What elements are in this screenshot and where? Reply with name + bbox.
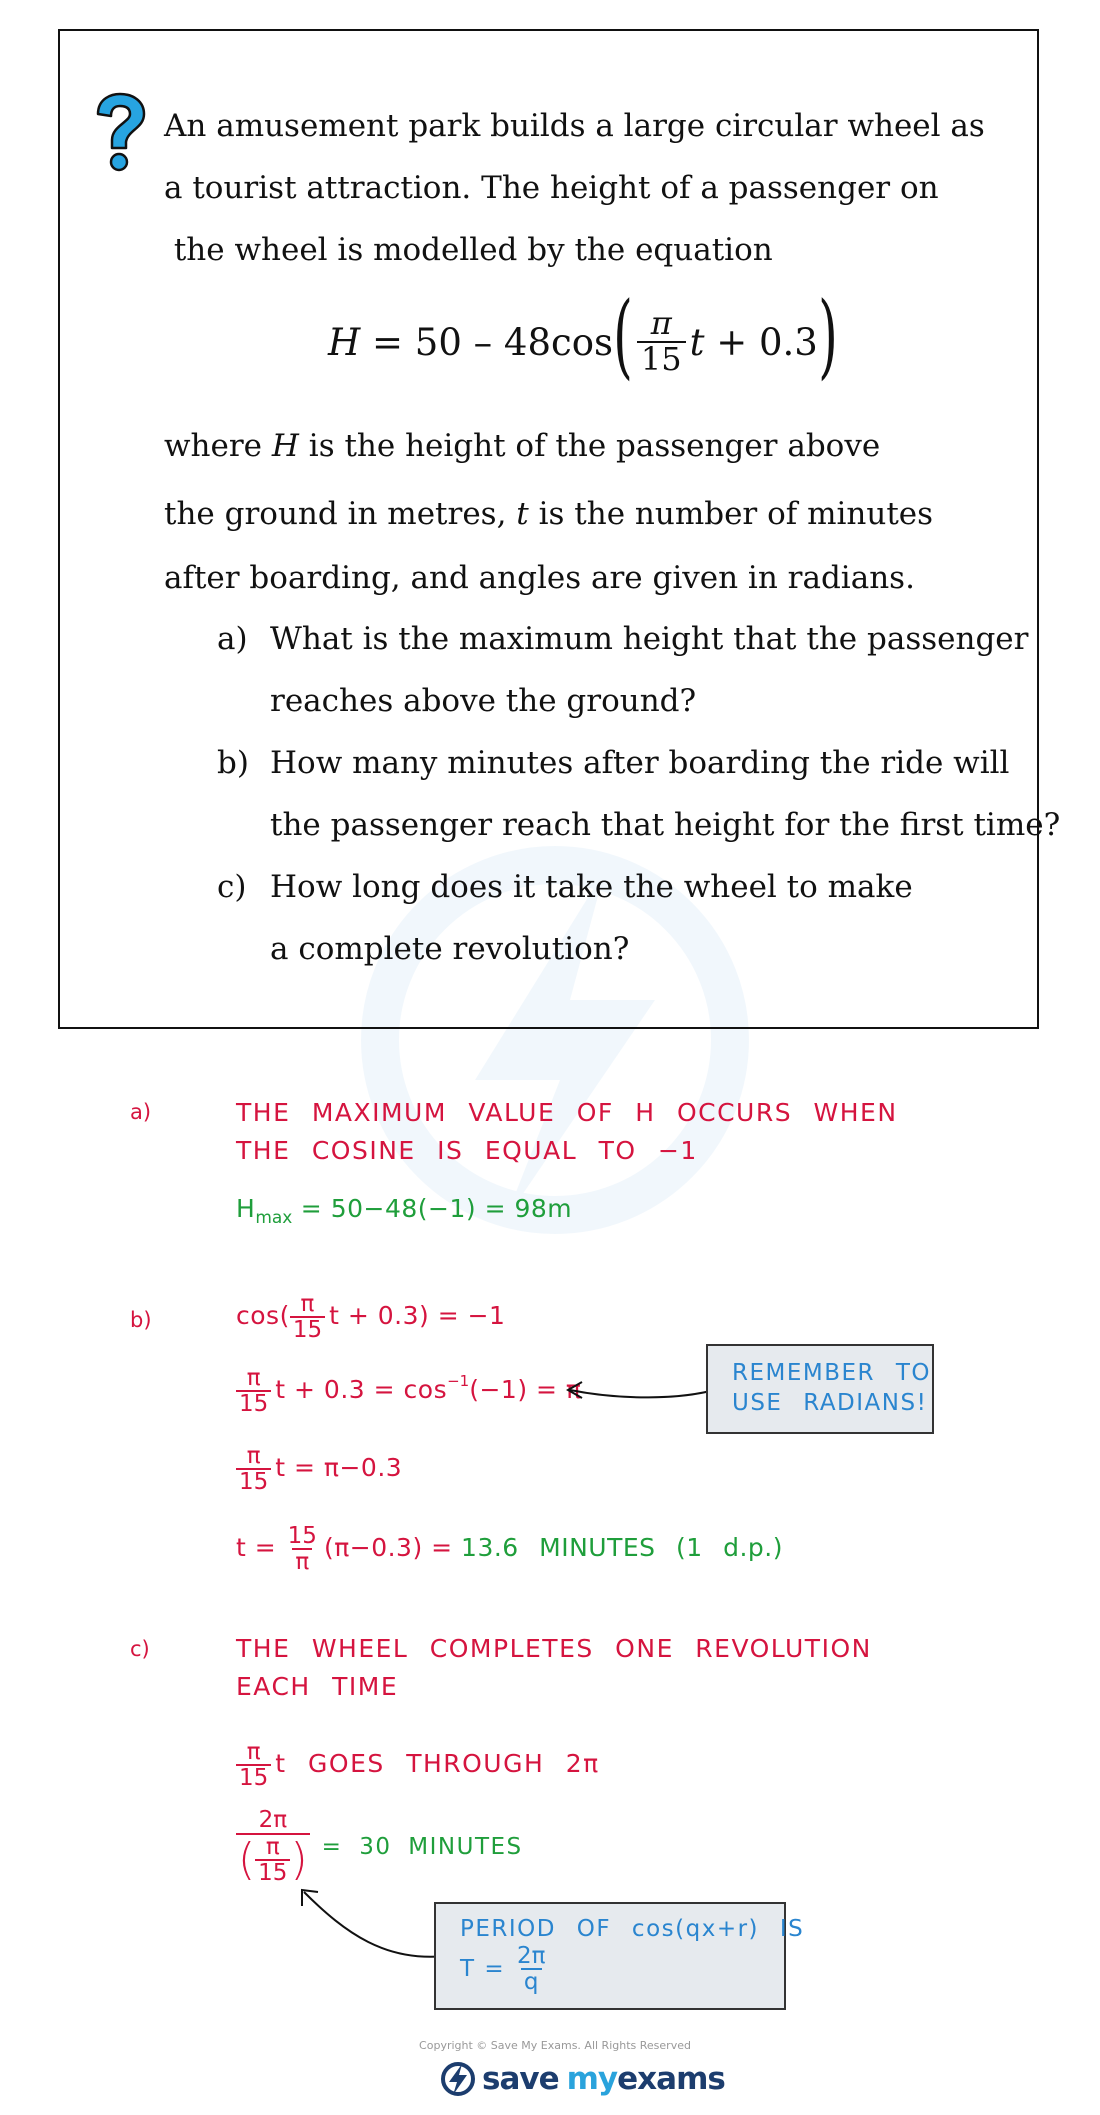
brand-name: save myexams — [482, 2061, 725, 2097]
part-question-line: What is the maximum height that the passenger — [270, 621, 1029, 657]
solution-c-result: = 30 MINUTES — [321, 1833, 523, 1860]
question-intro-line: the wheel is modelled by the equation — [164, 232, 773, 268]
equation-lhs: H — [328, 320, 361, 364]
solution-a-text: THE MAXIMUM VALUE OF H OCCURS WHEN — [236, 1098, 898, 1127]
question-mark-icon — [90, 92, 148, 174]
equation-constant: + 0.3 — [704, 320, 818, 364]
solution-a-hmax: $H_{max} = 50-48(-1) = 98m$ — [236, 1194, 573, 1228]
question-intro-line: An amusement park builds a large circular wheel as — [164, 108, 985, 144]
part-label: c) — [217, 869, 247, 905]
part-question-line: reaches above the ground? — [270, 683, 697, 719]
solution-b-line3: $\frac{\pi}{15}$ t = π−0.3 — [236, 1444, 402, 1494]
period-formula-note: PERIOD OF cos(qx+r) IS T = $\frac{2\pi}{q}$ — [434, 1902, 786, 2010]
period-denominator: ( π 15 ) — [238, 1834, 308, 1887]
part-question-line: the passenger reach that height for the first time? — [270, 807, 1061, 843]
fraction-denominator: 15 — [637, 341, 686, 377]
solution-label-c: c) — [130, 1637, 150, 1661]
part-label: b) — [217, 745, 249, 781]
equation-rhs: = 50 – 48cos — [360, 320, 613, 364]
solution-c-text: EACH TIME — [236, 1672, 399, 1701]
part-question-line: How long does it take the wheel to make — [270, 869, 913, 905]
brand-logo — [440, 2059, 725, 2099]
equation-fraction — [637, 304, 686, 378]
right-paren: ) — [817, 282, 838, 389]
equation-variable-t: t — [689, 320, 705, 364]
where-line: where H is the height of the passenger above — [164, 428, 881, 464]
question-intro-line: a tourist attraction. The height of a passenger on — [164, 170, 939, 206]
height-equation — [328, 282, 838, 392]
part-label: a) — [217, 621, 248, 657]
solution-c-period-fraction — [236, 1808, 523, 1886]
arrow-to-note-b — [560, 1370, 720, 1410]
solution-c-text: THE WHEEL COMPLETES ONE REVOLUTION — [236, 1634, 872, 1663]
where-line: the ground in metres, t is the number of minutes — [164, 496, 934, 532]
fraction-numerator: π — [650, 304, 672, 343]
part-question-line: a complete revolution? — [270, 931, 630, 967]
solution-label-a: a) — [130, 1100, 152, 1124]
logo-bolt-icon — [440, 2061, 476, 2097]
left-paren: ( — [613, 282, 633, 389]
period-numerator: 2π — [258, 1807, 288, 1833]
arrow-to-note-c — [296, 1884, 456, 1964]
solution-b-line4: t = $\frac{15}{\pi}$ (π−0.3) = 13.6 MINUTES (1 d.p.) — [236, 1523, 783, 1576]
solution-b-line1: cos( $\frac{\pi}{15}$ t + 0.3) = −1 — [236, 1291, 506, 1344]
solution-label-b: b) — [130, 1308, 152, 1332]
solution-b-line2: $\frac{\pi}{15}$ $t + 0.3 = \cos^{-1}(-1) = \pi$ — [236, 1366, 581, 1416]
part-question-line: How many minutes after boarding the ride will — [270, 745, 1010, 781]
solution-c-line2: $\frac{\pi}{15}$ t GOES THROUGH 2π — [236, 1740, 600, 1790]
solution-a-text: THE COSINE IS EQUAL TO −1 — [236, 1136, 698, 1165]
copyright-notice: Copyright © Save My Exams. All Rights Reserved — [419, 2039, 691, 2052]
remember-radians-note: REMEMBER TO USE RADIANS! — [706, 1344, 934, 1434]
where-line: after boarding, and angles are given in radians. — [164, 560, 915, 596]
